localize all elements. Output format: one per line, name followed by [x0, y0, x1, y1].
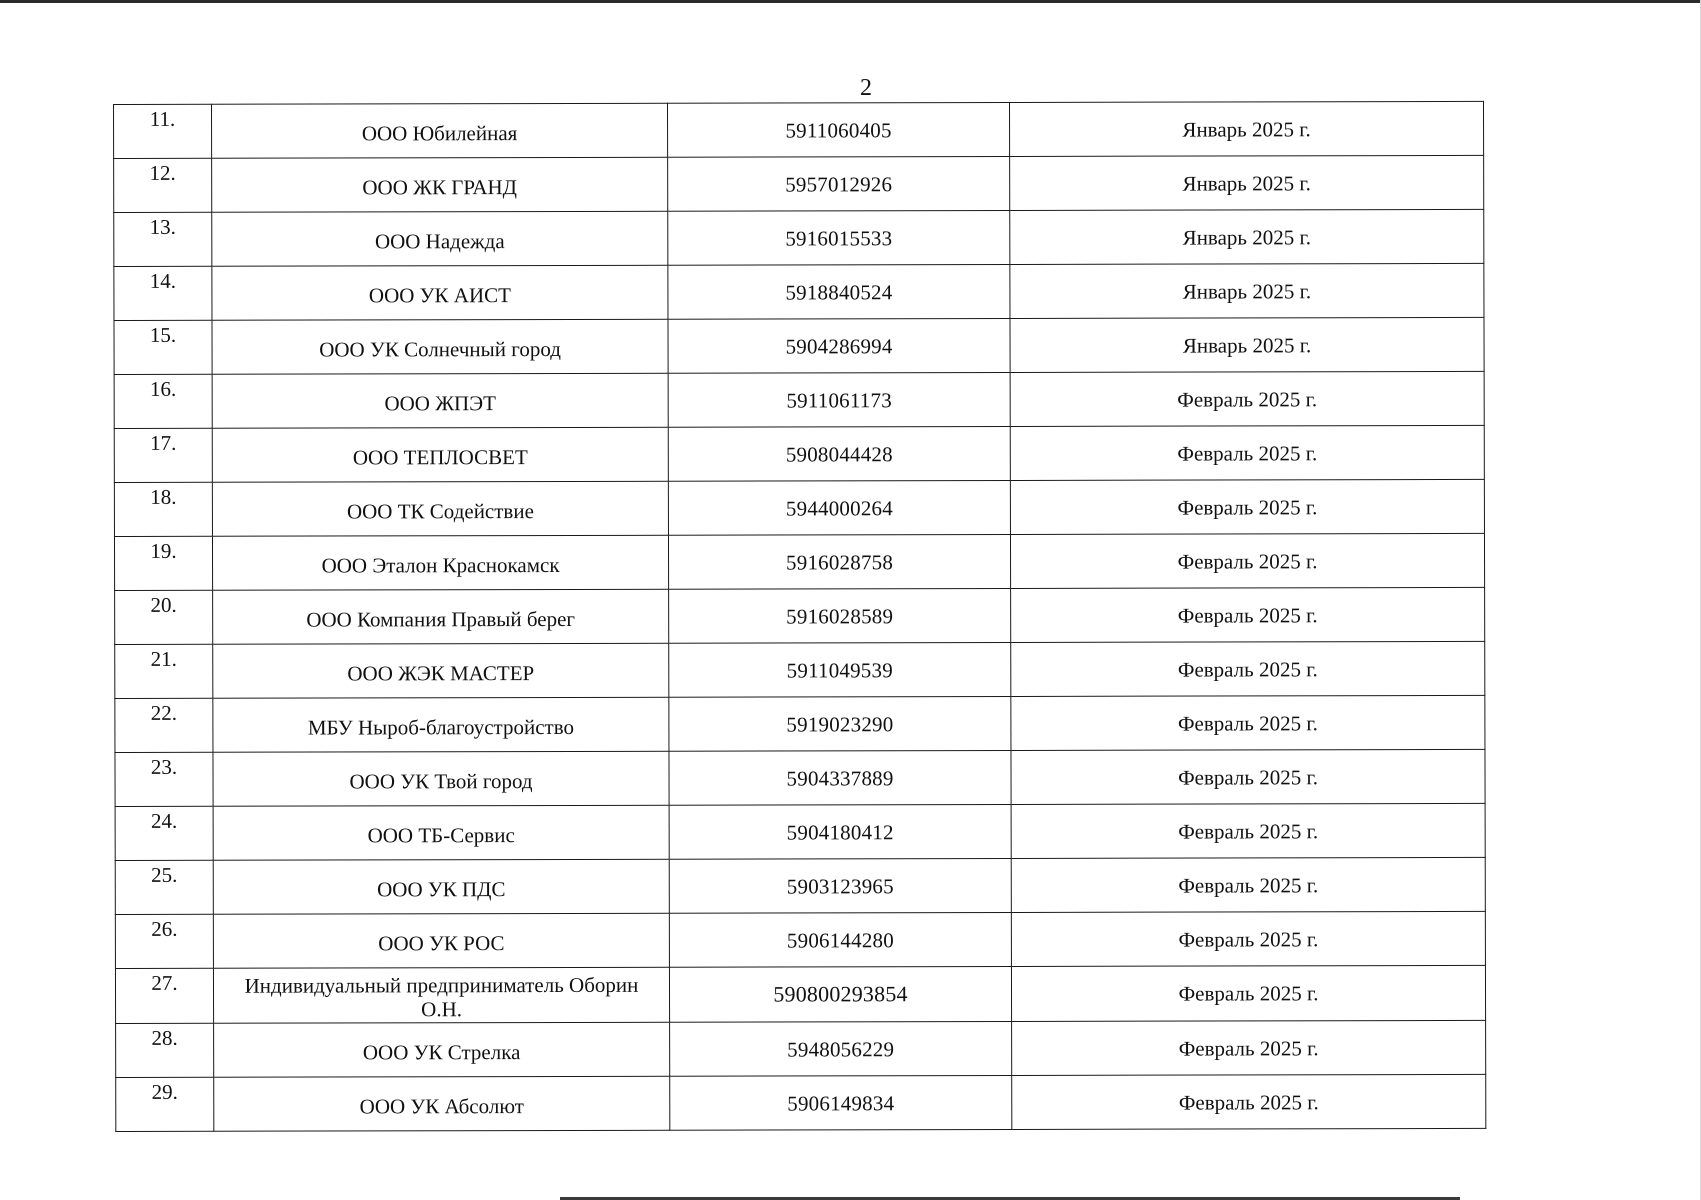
inn-cell: 5916028758: [668, 534, 1010, 589]
organization-name-cell: ООО УК Абсолют: [214, 1076, 670, 1131]
table-row: [116, 1074, 1486, 1131]
period-cell: Февраль 2025 г.: [1012, 1074, 1486, 1129]
period-cell: Январь 2025 г.: [1010, 263, 1484, 318]
table-row: [114, 533, 1484, 590]
table-body: [114, 101, 1486, 1131]
table-row: [115, 749, 1485, 806]
period-cell: Январь 2025 г.: [1009, 101, 1483, 156]
organization-name-cell: ООО ТЕПЛОСВЕТ: [212, 427, 668, 482]
organizations-table: [113, 101, 1486, 1132]
row-number-cell: 15.: [114, 320, 212, 374]
table-row: [114, 155, 1484, 212]
period-cell: Февраль 2025 г.: [1011, 641, 1485, 696]
row-number-cell: 19.: [114, 536, 212, 590]
inn-cell: 5948056229: [670, 1021, 1012, 1076]
period-cell: Февраль 2025 г.: [1010, 371, 1484, 426]
row-number-cell: 25.: [115, 860, 213, 914]
table-row: [114, 317, 1484, 374]
organization-name-cell: ООО Юбилейная: [212, 103, 668, 158]
row-number-cell: 24.: [115, 806, 213, 860]
table-row: [114, 371, 1484, 428]
period-cell: Февраль 2025 г.: [1010, 533, 1484, 588]
table-row: [114, 425, 1484, 482]
period-cell: Январь 2025 г.: [1010, 209, 1484, 264]
row-number-cell: 13.: [114, 212, 212, 266]
period-cell: Февраль 2025 г.: [1011, 749, 1485, 804]
inn-cell: 5906144280: [669, 912, 1011, 967]
organization-name-cell: ООО УК Твой город: [213, 751, 669, 806]
row-number-cell: 29.: [116, 1077, 214, 1131]
row-number-cell: 26.: [115, 914, 213, 968]
table-row: [115, 641, 1485, 698]
row-number-cell: 28.: [116, 1023, 214, 1077]
inn-cell: 5911061173: [668, 372, 1010, 427]
organization-name-cell: ООО ЖПЭТ: [212, 373, 668, 428]
row-number-cell: 18.: [114, 482, 212, 536]
organization-name-cell: Индивидуальный предприниматель Оборин О.Н.: [213, 967, 669, 1023]
period-cell: Февраль 2025 г.: [1011, 911, 1485, 966]
organization-name-cell: ООО Эталон Краснокамск: [212, 535, 668, 590]
row-number-cell: 14.: [114, 266, 212, 320]
organization-name-cell: ООО УК ПДС: [213, 859, 669, 914]
period-cell: Февраль 2025 г.: [1011, 857, 1485, 912]
inn-cell: 5911049539: [669, 642, 1011, 697]
period-cell: Февраль 2025 г.: [1011, 695, 1485, 750]
organization-name-cell: ООО УК Солнечный город: [212, 319, 668, 374]
row-number-cell: 23.: [115, 752, 213, 806]
inn-cell: 5906149834: [670, 1075, 1012, 1130]
organization-name-cell: ООО УК Стрелка: [214, 1022, 670, 1077]
organization-name-cell: МБУ Ныроб-благоустройство: [213, 697, 669, 752]
period-cell: Февраль 2025 г.: [1012, 1020, 1486, 1075]
inn-cell: 5908044428: [668, 426, 1010, 481]
period-cell: Февраль 2025 г.: [1011, 587, 1485, 642]
table-row: [115, 965, 1485, 1023]
organization-name-cell: ООО УК АИСТ: [212, 265, 668, 320]
scan-top-edge: [0, 0, 1701, 3]
inn-cell: 5911060405: [667, 102, 1009, 157]
period-cell: Январь 2025 г.: [1010, 155, 1484, 210]
inn-cell: 5916028589: [669, 588, 1011, 643]
inn-cell: 5904337889: [669, 750, 1011, 805]
period-cell: Февраль 2025 г.: [1010, 425, 1484, 480]
row-number-cell: 21.: [115, 644, 213, 698]
row-number-cell: 12.: [114, 158, 212, 212]
organization-name-cell: ООО УК РОС: [213, 913, 669, 968]
inn-cell: 5919023290: [669, 696, 1011, 751]
table-row: [114, 209, 1484, 266]
inn-cell: 5957012926: [668, 156, 1010, 211]
page-number: 2: [860, 75, 872, 101]
row-number-cell: 20.: [115, 590, 213, 644]
period-cell: Февраль 2025 г.: [1010, 479, 1484, 534]
table-row: [114, 479, 1484, 536]
table-row: [116, 1020, 1486, 1077]
organization-name-cell: ООО Компания Правый берег: [213, 589, 669, 644]
row-number-cell: 27.: [115, 968, 213, 1023]
table-row: [115, 857, 1485, 914]
table-row: [114, 263, 1484, 320]
organization-name-cell: ООО ЖК ГРАНД: [212, 157, 668, 212]
period-cell: Февраль 2025 г.: [1011, 965, 1485, 1021]
period-cell: Февраль 2025 г.: [1011, 803, 1485, 858]
inn-cell: 5903123965: [669, 858, 1011, 913]
period-cell: Январь 2025 г.: [1010, 317, 1484, 372]
organization-name-cell: ООО ТК Содействие: [212, 481, 668, 536]
inn-cell: 5904180412: [669, 804, 1011, 859]
table-row: [115, 803, 1485, 860]
inn-cell: 5918840524: [668, 264, 1010, 319]
inn-cell: 5916015533: [668, 210, 1010, 265]
inn-cell: 5944000264: [668, 480, 1010, 535]
table-row: [115, 695, 1485, 752]
organization-name-cell: ООО ТБ-Сервис: [213, 805, 669, 860]
inn-cell: 5904286994: [668, 318, 1010, 373]
table-row: [115, 911, 1485, 968]
row-number-cell: 17.: [114, 428, 212, 482]
row-number-cell: 22.: [115, 698, 213, 752]
row-number-cell: 16.: [114, 374, 212, 428]
organization-name-cell: ООО ЖЭК МАСТЕР: [213, 643, 669, 698]
organization-name-cell: ООО Надежда: [212, 211, 668, 266]
table-row: [115, 587, 1485, 644]
table-row: [114, 101, 1484, 158]
inn-cell: 590800293854: [669, 966, 1011, 1022]
row-number-cell: 11.: [114, 104, 212, 158]
